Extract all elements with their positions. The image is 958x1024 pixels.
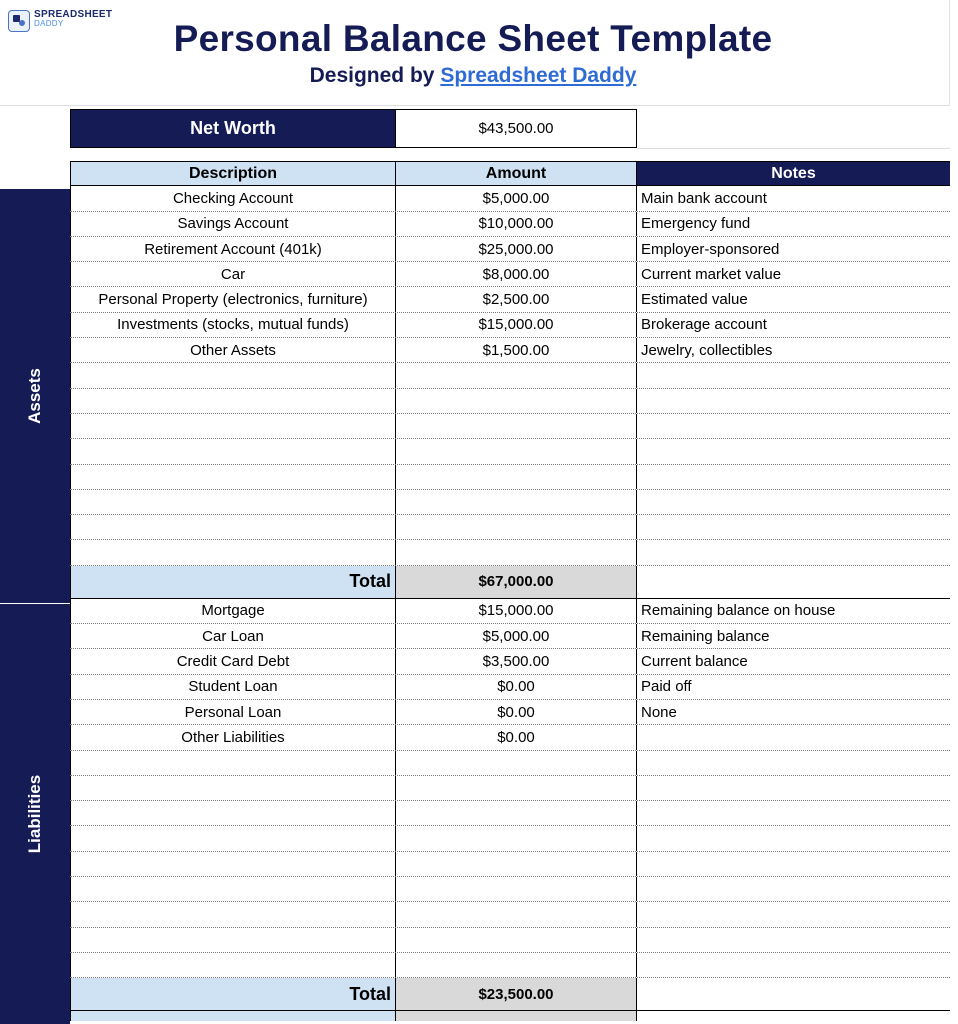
liabilities-notes-cell[interactable] xyxy=(637,877,950,901)
liabilities-description-cell[interactable] xyxy=(70,902,396,926)
balance-sheet-grid xyxy=(70,161,950,1021)
liabilities-amount-cell[interactable] xyxy=(396,953,637,977)
liabilities-description-cell[interactable] xyxy=(70,826,396,850)
assets-description-cell[interactable] xyxy=(70,490,396,514)
liabilities-amount-cell[interactable] xyxy=(396,826,637,850)
assets-amount-cell[interactable]: $15,000.00 xyxy=(396,313,637,337)
assets-row xyxy=(70,439,950,464)
liabilities-description-cell[interactable] xyxy=(70,852,396,876)
brand-line2: DADDY xyxy=(34,19,64,28)
assets-description-cell[interactable]: Car xyxy=(70,262,396,286)
assets-amount-cell[interactable] xyxy=(396,540,637,564)
liabilities-amount-cell[interactable]: $5,000.00 xyxy=(396,624,637,648)
liabilities-notes-cell[interactable]: Current balance xyxy=(641,652,748,670)
trailing-cell-description[interactable] xyxy=(70,1011,396,1021)
assets-notes-cell[interactable] xyxy=(637,540,950,564)
net-worth-divider xyxy=(637,148,950,149)
liabilities-amount-cell[interactable]: $0.00 xyxy=(396,675,637,699)
assets-amount-cell[interactable]: $25,000.00 xyxy=(396,237,637,261)
assets-description-cell[interactable]: Personal Property (electronics, furniture) xyxy=(70,287,396,311)
liabilities-notes-cell[interactable]: Remaining balance on house xyxy=(641,602,836,620)
net-worth-value[interactable]: $43,500.00 xyxy=(396,109,637,148)
liabilities-row xyxy=(70,725,950,750)
liabilities-description-cell[interactable]: Car Loan xyxy=(70,624,396,648)
net-worth-label: Net Worth xyxy=(70,109,396,148)
assets-description-cell[interactable]: Investments (stocks, mutual funds) xyxy=(70,313,396,337)
subtitle-prefix: Designed by xyxy=(309,64,435,87)
liabilities-total-label[interactable]: Total xyxy=(70,978,396,1010)
assets-amount-cell[interactable] xyxy=(396,465,637,489)
assets-total-value[interactable]: $67,000.00 xyxy=(396,566,637,598)
liabilities-amount-cell[interactable] xyxy=(396,877,637,901)
liabilities-notes-cell[interactable] xyxy=(637,826,950,850)
assets-row xyxy=(70,338,950,363)
assets-description-cell[interactable]: Other Assets xyxy=(70,338,396,362)
assets-description-cell[interactable] xyxy=(70,363,396,387)
assets-notes-cell[interactable] xyxy=(637,465,950,489)
assets-notes-cell[interactable]: Main bank account xyxy=(641,189,767,207)
spreadsheet-daddy-link[interactable]: Spreadsheet Daddy xyxy=(440,64,637,87)
liabilities-notes-cell[interactable]: Paid off xyxy=(641,678,692,696)
liabilities-amount-cell[interactable] xyxy=(396,852,637,876)
assets-description-cell[interactable] xyxy=(70,439,396,463)
assets-amount-cell[interactable]: $8,000.00 xyxy=(396,262,637,286)
liabilities-amount-cell[interactable]: $0.00 xyxy=(396,725,637,749)
assets-description-cell[interactable]: Checking Account xyxy=(70,186,396,210)
assets-amount-cell[interactable] xyxy=(396,515,637,539)
assets-row xyxy=(70,186,950,211)
liabilities-description-cell[interactable] xyxy=(70,928,396,952)
liabilities-row xyxy=(70,751,950,776)
assets-notes-cell[interactable] xyxy=(637,363,950,387)
liabilities-amount-cell[interactable]: $15,000.00 xyxy=(396,599,637,623)
assets-description-cell[interactable] xyxy=(70,515,396,539)
assets-amount-cell[interactable] xyxy=(396,414,637,438)
liabilities-description-cell[interactable]: Credit Card Debt xyxy=(70,649,396,673)
liabilities-row xyxy=(70,852,950,877)
assets-amount-cell[interactable]: $1,500.00 xyxy=(396,338,637,362)
liabilities-row xyxy=(70,675,950,700)
liabilities-row xyxy=(70,599,950,624)
assets-row xyxy=(70,363,950,388)
liabilities-amount-cell[interactable] xyxy=(396,902,637,926)
liabilities-notes-cell[interactable] xyxy=(637,852,950,876)
liabilities-description-cell[interactable] xyxy=(70,776,396,800)
liabilities-amount-cell[interactable] xyxy=(396,751,637,775)
assets-row xyxy=(70,540,950,565)
assets-amount-cell[interactable] xyxy=(396,389,637,413)
liabilities-notes-cell[interactable] xyxy=(637,953,950,977)
liabilities-notes-cell[interactable] xyxy=(637,751,950,775)
assets-notes-cell[interactable]: Brokerage account xyxy=(641,316,767,334)
liabilities-row xyxy=(70,928,950,953)
assets-label-text: Assets xyxy=(25,368,44,424)
liabilities-total-value[interactable]: $23,500.00 xyxy=(396,978,637,1010)
liabilities-label-text: Liabilities xyxy=(25,774,44,854)
header-notes[interactable]: Notes xyxy=(637,162,950,185)
assets-row xyxy=(70,212,950,237)
liabilities-description-cell[interactable]: Other Liabilities xyxy=(70,725,396,749)
liabilities-row xyxy=(70,826,950,851)
liabilities-row xyxy=(70,902,950,927)
trailing-cell-notes[interactable] xyxy=(637,1011,950,1021)
trailing-cell-amount[interactable] xyxy=(396,1011,637,1021)
header-edge xyxy=(949,0,950,106)
assets-description-cell[interactable] xyxy=(70,540,396,564)
assets-amount-cell[interactable] xyxy=(396,490,637,514)
liabilities-row xyxy=(70,624,950,649)
assets-notes-cell[interactable] xyxy=(637,414,950,438)
assets-description-cell[interactable] xyxy=(70,389,396,413)
assets-total-notes[interactable] xyxy=(637,566,950,598)
header-amount[interactable]: Amount xyxy=(396,162,637,185)
liabilities-row xyxy=(70,953,950,978)
liabilities-description-cell[interactable]: Mortgage xyxy=(70,599,396,623)
liabilities-section-label xyxy=(0,604,70,1024)
assets-notes-cell[interactable]: Jewelry, collectibles xyxy=(641,341,773,359)
column-header-row xyxy=(70,161,950,186)
liabilities-amount-cell[interactable]: $3,500.00 xyxy=(396,649,637,673)
assets-section-label xyxy=(0,189,70,603)
assets-row xyxy=(70,287,950,312)
liabilities-description-cell[interactable] xyxy=(70,801,396,825)
assets-row xyxy=(70,389,950,414)
assets-row xyxy=(70,414,950,439)
liabilities-total-row xyxy=(70,978,950,1011)
assets-rows xyxy=(70,186,950,565)
assets-notes-cell[interactable]: Emergency fund xyxy=(641,215,751,233)
assets-description-cell[interactable]: Savings Account xyxy=(70,212,396,236)
liabilities-notes-cell[interactable]: Remaining balance xyxy=(641,627,770,645)
liabilities-amount-cell[interactable] xyxy=(396,928,637,952)
assets-amount-cell[interactable]: $10,000.00 xyxy=(396,212,637,236)
liabilities-notes-cell[interactable] xyxy=(637,725,950,749)
assets-row xyxy=(70,237,950,262)
assets-description-cell[interactable] xyxy=(70,414,396,438)
liabilities-description-cell[interactable]: Personal Loan xyxy=(70,700,396,724)
header-description[interactable]: Description xyxy=(70,162,396,185)
liabilities-description-cell[interactable] xyxy=(70,877,396,901)
liabilities-description-cell[interactable] xyxy=(70,751,396,775)
liabilities-description-cell[interactable] xyxy=(70,953,396,977)
liabilities-row xyxy=(70,700,950,725)
assets-notes-cell[interactable]: Estimated value xyxy=(641,291,748,309)
liabilities-description-cell[interactable]: Student Loan xyxy=(70,675,396,699)
assets-row xyxy=(70,490,950,515)
trailing-row xyxy=(70,1011,950,1021)
liabilities-notes-cell[interactable] xyxy=(637,902,950,926)
header-divider xyxy=(0,105,950,106)
assets-row xyxy=(70,313,950,338)
liabilities-amount-cell[interactable] xyxy=(396,776,637,800)
assets-total-label[interactable]: Total xyxy=(70,566,396,598)
liabilities-rows xyxy=(70,599,950,978)
assets-total-row xyxy=(70,566,950,599)
assets-amount-cell[interactable] xyxy=(396,439,637,463)
assets-amount-cell[interactable] xyxy=(396,363,637,387)
assets-notes-cell[interactable]: Current market value xyxy=(641,265,782,283)
page-title: Personal Balance Sheet Template xyxy=(173,18,773,59)
liabilities-notes-cell[interactable] xyxy=(637,776,950,800)
assets-row xyxy=(70,515,950,540)
assets-amount-cell[interactable]: $2,500.00 xyxy=(396,287,637,311)
assets-notes-cell[interactable]: Employer-sponsored xyxy=(641,240,780,258)
brand-line1: SPREADSHEET xyxy=(34,9,113,20)
assets-description-cell[interactable]: Retirement Account (401k) xyxy=(70,237,396,261)
page-subtitle xyxy=(0,64,946,88)
liabilities-total-notes[interactable] xyxy=(637,978,950,1010)
liabilities-notes-cell[interactable] xyxy=(637,801,950,825)
liabilities-notes-cell[interactable]: None xyxy=(641,703,677,721)
liabilities-amount-cell[interactable]: $0.00 xyxy=(396,700,637,724)
assets-row xyxy=(70,262,950,287)
liabilities-row xyxy=(70,776,950,801)
assets-amount-cell[interactable]: $5,000.00 xyxy=(396,186,637,210)
liabilities-amount-cell[interactable] xyxy=(396,801,637,825)
liabilities-row xyxy=(70,801,950,826)
liabilities-row xyxy=(70,877,950,902)
liabilities-row xyxy=(70,649,950,674)
assets-notes-cell[interactable] xyxy=(637,389,950,413)
assets-description-cell[interactable] xyxy=(70,465,396,489)
assets-row xyxy=(70,465,950,490)
assets-notes-cell[interactable] xyxy=(637,515,950,539)
liabilities-notes-cell[interactable] xyxy=(637,928,950,952)
assets-notes-cell[interactable] xyxy=(637,490,950,514)
assets-notes-cell[interactable] xyxy=(637,439,950,463)
